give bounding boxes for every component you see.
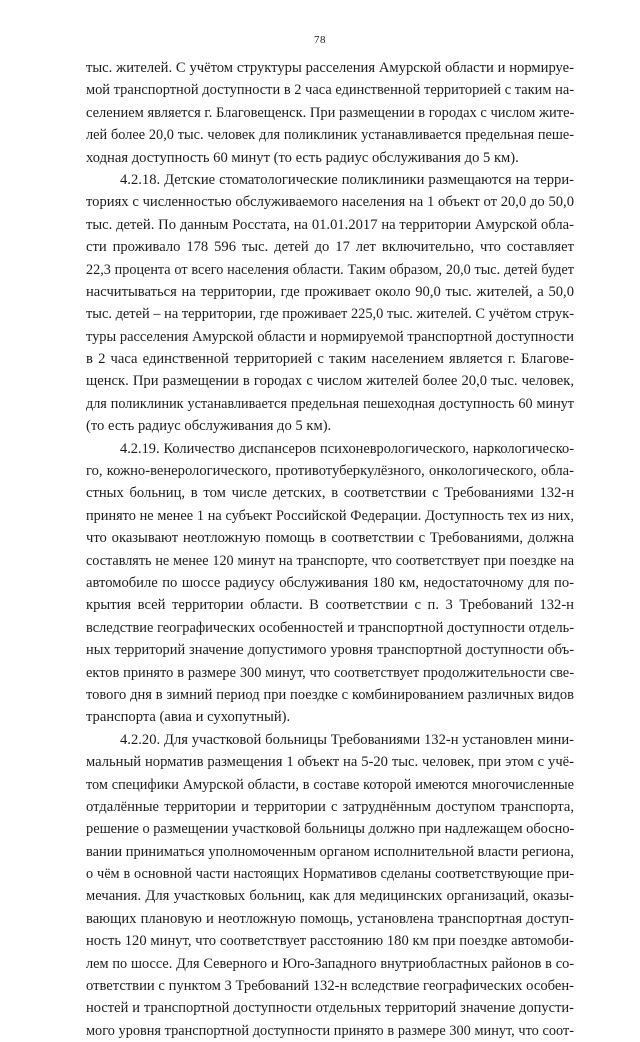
text-line: автомобиле по шоссе радиусу обслуживания 180 км, недостаточному для по- [86, 574, 574, 591]
text-line: мечания. Для участковых больниц, как для медицинских организаций, оказы- [86, 888, 574, 905]
text-line: насчитываться на территории, где проживает около 90,0 тыс. жителей, а 50,0 [86, 283, 574, 300]
text-line: селением является г. Благовещенск. При размещении в городах с числом жите- [86, 104, 575, 121]
document-body [86, 57, 574, 1042]
text-line: ходная доступность 60 минут (то есть радиус обслуживания до 5 км). [86, 149, 519, 166]
text-line: что оказывают неотложную помощь в соответствии с Требованиями, должна [86, 530, 574, 547]
text-line: 22,3 процента от всего населения области. Таким образом, 20,0 тыс. детей будет [86, 261, 574, 278]
text-line: крытия всей территории области. В соответствии с п. 3 Требований 132-н [86, 597, 574, 614]
text-line: ектов принято в размере 300 минут, что соответствует продолжительности све- [86, 664, 574, 681]
text-line: 4.2.20. Для участковой больницы Требованиями 132-н установлен мини- [120, 731, 574, 748]
text-line: том специфики Амурской области, в составе которой имеются многочисленные [86, 776, 574, 793]
text-line: ностей и транспортной доступности отдельных территорий значение допусти- [86, 1000, 574, 1017]
text-line: ториях с численностью обслуживаемого населения на 1 объект от 20,0 до 50,0 [86, 194, 574, 211]
text-line: вследствие географических особенностей и транспортной доступности отдель- [86, 619, 574, 636]
text-line: сти проживало 178 596 тыс. детей до 17 лет включительно, что составляет [86, 239, 574, 256]
text-line: мальный норматив размещения 1 объект на 5-20 тыс. человек, при этом с учё- [86, 754, 574, 771]
text-line: в 2 часа единственной территорией с таким населением является г. Благове- [86, 351, 574, 368]
text-line: 4.2.18. Детские стоматологические поликлиники размещаются на терри- [120, 171, 574, 188]
text-line: стных больниц, в том числе детских, в соответствии с Требованиями 132-н [86, 485, 574, 502]
text-line: составлять не менее 120 минут на транспорте, что соответствует при поездке на [86, 552, 574, 569]
text-line: ответствии с пунктом 3 Требований 132-н вследствие географических особен- [86, 978, 574, 995]
text-line: туры расселения Амурской области и нормируемой транспортной доступности [86, 328, 574, 345]
text-line: решение о размещении участковой больницы должно при надлежащем обосно- [86, 821, 575, 838]
text-line: для поликлиник устанавливается предельная пешеходная доступность 60 минут [86, 395, 574, 412]
text-line: тового дня в зимний период при поездке с комбинированием различных видов [86, 686, 574, 703]
text-line: вающих плановую и неотложную помощь, установлена транспортная доступ- [86, 910, 574, 927]
text-line: лем по шоссе. Для Северного и Юго-Западного внутриобластных районов в со- [86, 955, 574, 972]
text-line: транспорта (авиа и сухопутный). [86, 709, 291, 726]
text-line: ность 120 минут, что соответствует расстоянию 180 км при поездке автомоби- [86, 933, 574, 950]
text-line: мого уровня транспортной доступности принято в размере 300 минут, что соот- [86, 1022, 574, 1039]
text-line: отдалённые территории и территории с затруднённым доступом транспорта, [86, 798, 574, 815]
text-line: (то есть радиус обслуживания до 5 км). [86, 418, 332, 435]
text-line: го, кожно-венерологического, противотуберкулёзного, онкологического, обла- [86, 463, 574, 480]
text-line: мой транспортной доступности в 2 часа единственной территорией с таким на- [86, 82, 574, 99]
text-line: 4.2.19. Количество диспансеров психоневрологического, наркологическо- [120, 440, 574, 457]
text-line: вании приниматься уполномоченным органом исполнительной власти региона, [86, 843, 574, 860]
page-number: 78 [314, 34, 326, 46]
text-line: ных территорий значение допустимого уровня транспортной доступности объ- [86, 642, 574, 659]
text-line: тыс. детей. По данным Росстата, на 01.01.2017 на территории Амурской обла- [86, 216, 574, 233]
text-line: принято не менее 1 на субъект Российской Федерации. Доступность тех из них, [86, 507, 574, 524]
text-line: тыс. жителей. С учётом структуры расселения Амурской области и нормируе- [86, 60, 574, 76]
text-line: лей более 20,0 тыс. человек для поликлиник устанавливается предельная пеше- [86, 127, 574, 144]
text-line: тыс. детей – на территории, где проживает 225,0 тыс. жителей. С учётом струк- [86, 306, 574, 323]
text-line: о чём в основной части настоящих Нормативов сделаны соответствующие при- [86, 866, 574, 883]
text-line: щенск. При размещении в городах с числом жителей более 20,0 тыс. человек, [86, 373, 574, 390]
